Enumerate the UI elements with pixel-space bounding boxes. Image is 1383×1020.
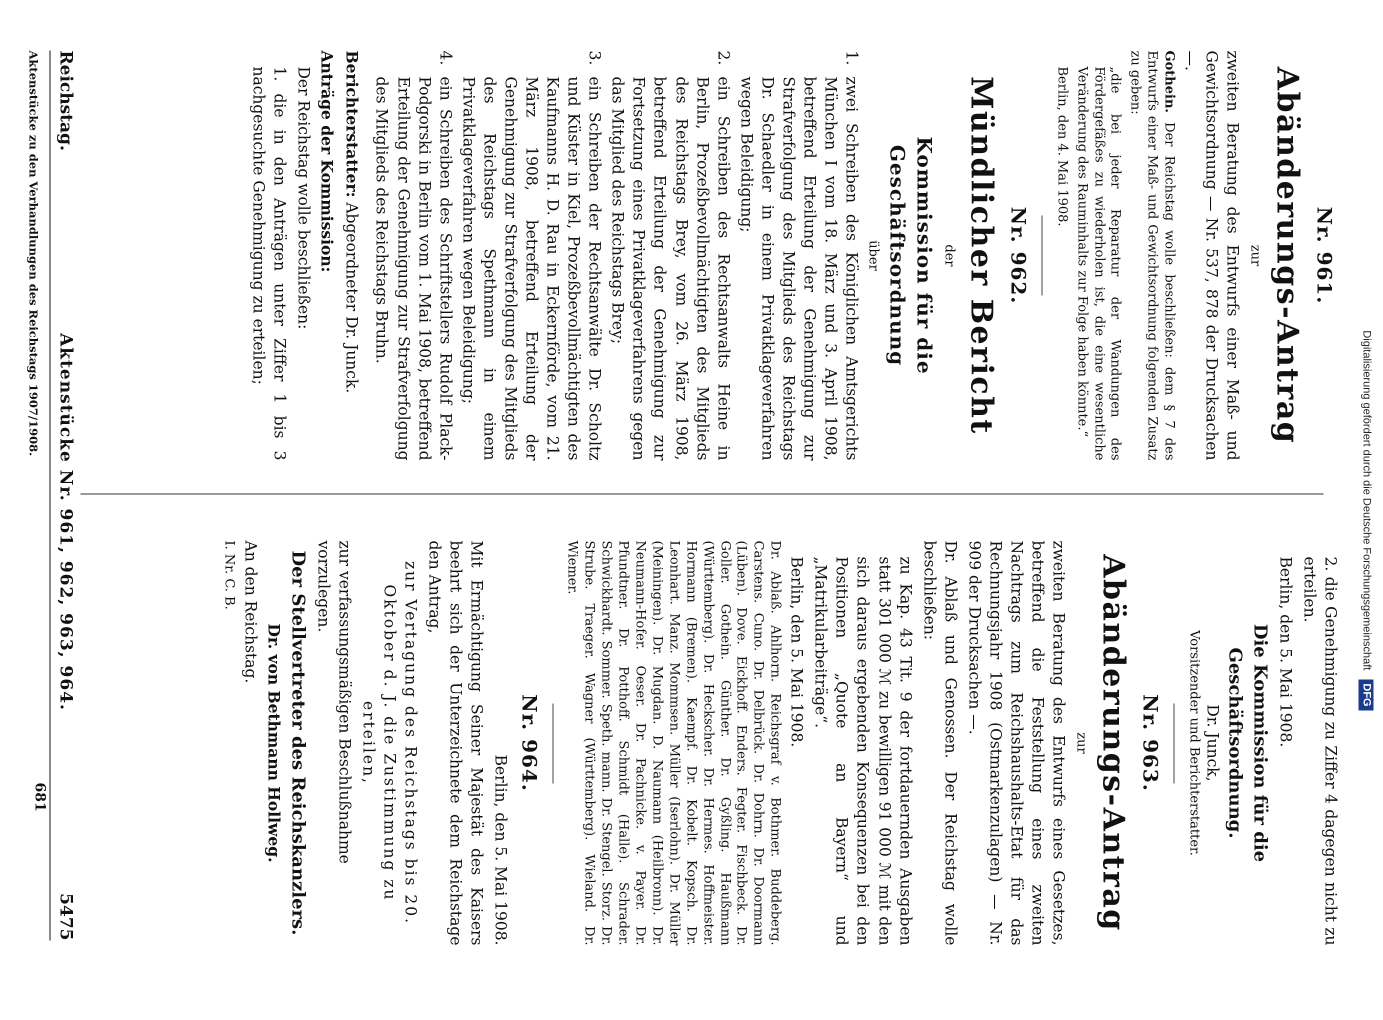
section-nr964: [219, 540, 541, 945]
column-divider: [80, 493, 1323, 494]
nr963-motion: Der Reichstag wolle beschließen:: [919, 540, 959, 945]
nr962-ueber: über: [864, 239, 880, 271]
section-nr963: [563, 540, 1163, 945]
nr962-title: Mündlicher Bericht: [962, 75, 998, 435]
nr961-date: Berlin, den 4. Mai 1908.: [1053, 66, 1069, 227]
list-item: 3. ein Schreiben der Rechtsanwälte Dr. Scholtz und Küster in Kiel, Prozeßbevollmächtigten des Kaufmanns H. D. Rau in Eckernförde, vom 21. März 1908, betreffend Erteilung der Genehmigung zur Strafverfolgung des Mitglieds des Reichstags Spethmann in einem Privatklageverfahren wegen Beleidigung;: [458, 50, 604, 460]
nr963-date: Berlin, den 5. Mai 1908.: [787, 556, 806, 747]
nr961-intro: zweiten Beratung des Entwurfs einer Maß- und Gewichtsordnung — Nr. 537, 878 der Drucksachen —.: [1181, 50, 1242, 460]
list-item: 2. ein Schreiben des Rechtsanwalts Heine in Berlin, Prozeßbevollmächtigten des Mitglieds des Reichstags Brey, vom 26. März 1908, betreffend Erteilung der Genehmigung zur Fortsetzung eines Privatklageverfahrens gegen das Mitglied des Reichstags Brey;: [608, 50, 732, 460]
left-column: [244, 50, 1343, 460]
nr962-motion-1: 1. die in den Anträgen unter Ziffer 1 bis 3 nachgesuchte Genehmigung zu erteilen;: [249, 66, 289, 460]
nr963-title: Abänderungs-Antrag: [1094, 553, 1130, 932]
nr961-quote: „die bei jeder Reparatur der Wandungen des Fördergefäßes zu wiederholen ist, die eine wesentliche Veränderung des Rauminhalts zur Folge haben könnte.“: [1073, 66, 1123, 460]
nr963-proposers: Dr. Ablaß und Genossen.: [940, 540, 959, 758]
separator: [1173, 703, 1174, 783]
nr963-intro: zweiten Beratung des Entwurfs eines Gesetzes, betreffend die Feststellung eines zweiten Nachtrags zum Reichshaushalts-Etat für das Rechnungsjahr 1908 (Ostmarkenzulagen) — Nr. 909 der Drucksachen —.: [964, 540, 1068, 945]
nr964-to: An den Reichstag.: [241, 540, 260, 683]
nr963-signatories: Dr. Ablaß. Ahlhorn. Reichsgraf v. Bothmer. Buddeberg. Carstens. Cuno. Dr. Delbrück. Dr. Dohrn. Dr. Doormann (Lüben). Dove. Eickhoff. Enders. Fegter. Fischbeck. Dr. Goller. Gothein. Günther. Dr. Gyßling. Haußmann (Württemberg). Dr. Heckscher. Dr. Hermes. Hoffmeister. Hormann (Bremen). Kaempf. Dr. Kobelt. Kopsch. Dr. Leonhart. Manz. Mommsen. Müller (Iserlohn). Dr. Müller (Meiningen). Dr. Mugdan. D. Naumann (Heilbronn). Dr. Neumann-Hofer. Oeser. Dr. Pachnicke. v. Payer. Dr. Pfundtner. Dr. Potthoff. Schmidt (Halle). Schrader. Schwickhardt. Sommer. Speth. mann. Dr. Stengel. Storz. Dr. Strube. Traeger. Wagner (Württemberg). Wieland. Dr. Wiemer.: [564, 540, 783, 945]
nr963-number: Nr. 963.: [1137, 693, 1162, 792]
digitization-note: [1353, 20, 1373, 1020]
list-item: 4. ein Schreiben des Schriftstellers Rudolf Plack-Podgorski in Berlin vom 1. Mai 1908, betreffend Erteilung der Genehmigung zur Strafverfolgung des Mitglieds des Reichstags Bruhn.: [372, 50, 454, 460]
nr962-signoff-name: Dr. Junck,: [1202, 703, 1221, 782]
nr962-commission: Kommission für die Geschäftsordnung: [885, 135, 937, 375]
section-nr962: [247, 50, 1031, 460]
separator: [552, 703, 553, 783]
nr962-date: Berlin, den 5. Mai 1908.: [1275, 556, 1294, 747]
nr964-quote: zur Vertagung des Reichstags bis 20. Oktober d. J. die Zustimmung zu erteilen,: [358, 560, 420, 925]
nr962-der: der: [940, 243, 956, 267]
page-marker: 681: [31, 782, 47, 812]
nr962-motion-2: 2. die Genehmigung zu Ziffer 4 dagegen nicht zu erteilen.: [1299, 556, 1339, 945]
page-header: [49, 50, 79, 940]
list-item: 1. zwei Schreiben des Königlichen Amtsgerichts München I vom 18. März und 3. April 1908, betreffend Erteilung der Genehmigung zur Strafverfolgung des Mitglieds des Reichstags Dr. Schaedler in einem Privatklageverfahren wegen Beleidigung;: [736, 50, 861, 460]
nr961-proposer: Gothein.: [1161, 50, 1177, 113]
nr962-signoff-commission: Die Kommission für die Geschäftsordnung.: [1224, 623, 1270, 862]
nr964-body: Mit Ermächtigung Seiner Majestät des Kaisers beehrt sich der Unterzeichnete dem Reichstage den Antrag,: [425, 540, 486, 945]
nr962-motions-intro: Der Reichstag wolle beschließen:: [294, 66, 313, 329]
nr961-number: Nr. 961.: [1312, 206, 1336, 304]
nr964-signoff-name: Dr. von Bethmann Hollweg.: [264, 623, 284, 862]
nr961-zur: zur: [1247, 244, 1263, 266]
digitization-text: Digitalisierung gefördert durch die Deutsche Forschungsgemeinschaft: [1360, 329, 1372, 670]
nr963-zur: zur: [1072, 731, 1088, 754]
nr963-body: zu Kap. 43 Tit. 9 der fortdauernden Ausgaben statt 301 000 ℳ zu bewilligen 91 000 ℳ mit den sich daraus ergebenden Konsequenzen bei den Positionen „Quote an Bayern“ und „Matrikularbeiträge“.: [811, 556, 914, 945]
nr964-tail: zur verfassungsmäßigen Beschlußnahme vorzulegen.: [313, 540, 353, 864]
nr964-signoff-title: Der Stellvertreter des Reichskanzlers.: [286, 550, 308, 935]
nr961-title: Abänderungs-Antrag: [1268, 66, 1304, 444]
nr964-ref: I. Nr. C. B.: [221, 540, 237, 610]
page-number: 5475: [55, 892, 76, 940]
nr962-number: Nr. 962.: [1005, 206, 1030, 304]
nr962-reporter-label: Berichterstatter:: [342, 50, 362, 197]
nr962-reporter: Abgeordneter Dr. Junck.: [342, 201, 361, 393]
dfg-logo: DFG: [1358, 679, 1373, 710]
nr964-date: Berlin, den 5. Mai 1908.: [491, 754, 510, 945]
nr962-motions-label: Anträge der Kommission:: [317, 50, 337, 272]
nr961-motion: Der Reichstag wolle beschließen: dem § 7 des Entwurfs einer Maß- und Gewichtsordnung folgenden Zusatz zu geben:: [1127, 50, 1177, 460]
right-column: [216, 540, 1343, 945]
section-nr961: [1052, 50, 1337, 460]
nr962-signoff-role: Vorsitzender und Berichterstatter.: [1185, 629, 1201, 856]
header-title: Aktenstücke Nr. 961, 962, 963, 964.: [55, 332, 76, 711]
header-left: Reichstag.: [55, 50, 76, 151]
nr964-number: Nr. 964.: [516, 693, 541, 792]
footer-line: Aktenstücke zu den Verhandlungen des Reichstags 1907/1908.: [26, 50, 40, 456]
separator: [1041, 215, 1042, 295]
